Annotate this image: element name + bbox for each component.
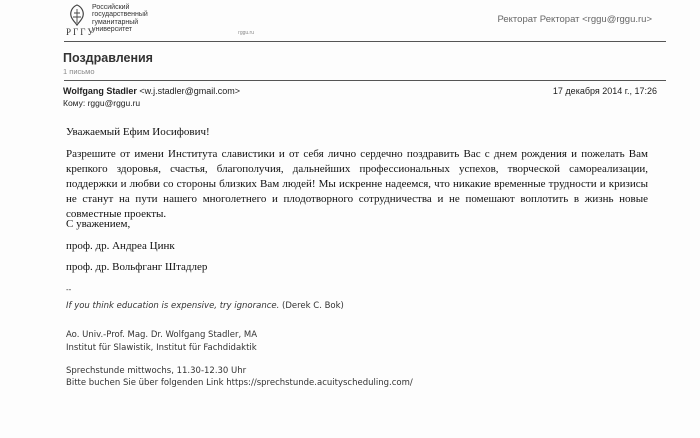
quote-author: (Derek C. Bok) (279, 301, 344, 311)
signature-zink: проф. др. Андреа Цинк (66, 240, 175, 252)
signature-quote (66, 301, 344, 311)
signature-institute: Institut für Slawistik, Institut für Fachdidaktik (66, 343, 257, 353)
sender-name: Wolfgang Stadler (63, 86, 137, 96)
greeting: Уважаемый Ефим Иосифович! (66, 126, 210, 138)
closing: С уважением, (66, 218, 131, 230)
university-emblem-icon (66, 3, 88, 27)
recipient: Кому: rggu@rggu.ru (63, 98, 141, 108)
message-count: 1 письмо (63, 67, 95, 76)
sender[interactable] (63, 86, 240, 96)
thread-title: Поздравления (63, 51, 153, 65)
message-body: Разрешите от имени Института славистики и от себя лично сердечно поздравить Вас с днем рождения и пожелать Вам крепкого здоровья, счастья, благополучия, дальнейших профессиональных успехов, творческой самореализации, поддержки и любви со стороны близких Вам людей! Мы искренне надеемся, что никакие временные трудности и кризисы не станут на пути нашего многолетнего и плодотворного сотрудничества и не помешают воплотить в жизнь новые совместные проекты. (66, 148, 648, 220)
office-hours: Sprechstunde mittwochs, 11.30-12.30 Uhr (66, 366, 247, 376)
thread-divider (64, 80, 666, 81)
message-date: 17 декабря 2014 г., 17:26 (552, 86, 657, 96)
sender-email: <w.j.stadler@gmail.com> (139, 86, 241, 96)
signature-title: Ao. Univ.-Prof. Mag. Dr. Wolfgang Stadler, MA (66, 330, 258, 340)
university-logo (66, 3, 254, 37)
signature-separator: -- (66, 285, 72, 294)
logo-url: rggu.ru (238, 30, 254, 36)
logo-name: Российский государственный гуманитарный университет (92, 4, 148, 33)
account-label: Ректорат Ректорат <rggu@rggu.ru> (497, 14, 652, 25)
signature-stadler: проф. др. Вольфганг Штадлер (66, 261, 208, 273)
header-divider (64, 41, 666, 42)
logo-letters: РГГУ (66, 27, 96, 37)
quote-text: If you think education is expensive, try ignorance. (66, 301, 280, 311)
booking-link[interactable]: Bitte buchen Sie über folgenden Link https://sprechstunde.acuityscheduling.com/ (66, 378, 413, 388)
